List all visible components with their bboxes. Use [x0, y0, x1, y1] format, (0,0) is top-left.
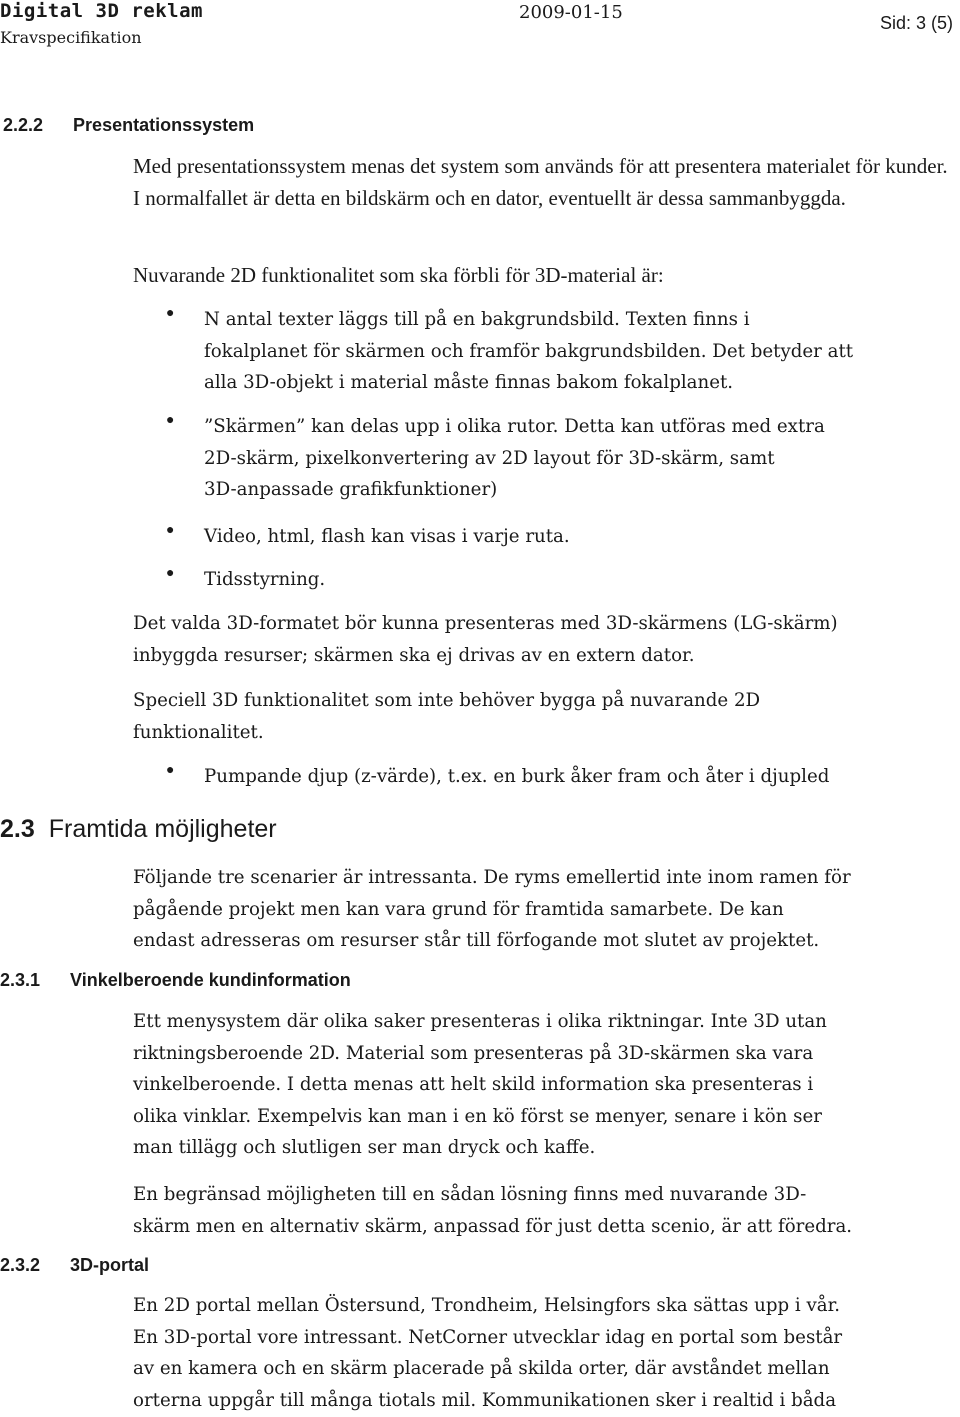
bullet-icon: ●	[166, 763, 175, 778]
current-functionality-label: Nuvarande 2D funktionalitet som ska förbli för 3D-material är:	[133, 263, 664, 287]
section-title: Presentationssystem	[73, 115, 255, 135]
paragraph-line: En 2D portal mellan Östersund, Trondheim, Helsingfors ska sättas upp i vår.	[133, 1295, 841, 1316]
paragraph-line: Speciell 3D funktionalitet som inte behöver bygga på nuvarande 2D	[133, 690, 761, 711]
paragraph-line: En 3D-portal vore intressant. NetCorner utvecklar idag en portal som består	[133, 1326, 843, 1348]
future-paragraph	[133, 862, 851, 957]
section-number: 2.3.1	[0, 970, 41, 990]
section-heading-2-2-2	[3, 115, 254, 136]
list-item-line: 3D-anpassade grafikfunktioner)	[204, 479, 498, 500]
list-item-line: Pumpande djup (z-värde), t.ex. en burk åker fram och åter i djupled	[204, 766, 830, 787]
bullet-icon: ●	[166, 413, 175, 428]
list-item-line: alla 3D-objekt i material måste finnas bakom fokalplanet.	[204, 372, 734, 393]
paragraph-line: riktningsberoende 2D. Material som presenteras på 3D-skärmen ska vara	[133, 1042, 814, 1064]
list-item-line: Tidsstyrning.	[204, 569, 326, 590]
document-title: Digital 3D reklam	[0, 0, 203, 22]
list-item-line: ”Skärmen” kan delas upp i olika rutor. Detta kan utföras med extra	[204, 416, 825, 437]
list-item-line: N antal texter läggs till på en bakgrundsbild. Texten finns i	[204, 309, 750, 330]
portal-paragraph	[133, 1290, 842, 1416]
paragraph-line: funktionalitet.	[133, 721, 264, 743]
section-heading-2-3	[0, 815, 277, 844]
list-item-line: Video, html, flash kan visas i varje ruta.	[204, 526, 570, 547]
paragraph-line: inbyggda resurser; skärmen ska ej drivas av en extern dator.	[133, 644, 695, 666]
paragraph-line: pågående projekt men kan vara grund för framtida samarbete. De kan	[133, 898, 784, 920]
paragraph-line: Ett menysystem där olika saker presenteras i olika riktningar. Inte 3D utan	[133, 1011, 827, 1032]
section-heading-2-3-2	[0, 1255, 149, 1276]
paragraph-line: man tillägg och slutligen ser man dryck och kaffe.	[133, 1137, 596, 1158]
list-item-line: fokalplanet för skärmen och framför bakgrundsbilden. Det betyder att	[204, 340, 854, 362]
bullet-icon: ●	[166, 566, 175, 581]
section-title: Vinkelberoende kundinformation	[70, 970, 351, 990]
paragraph-line: endast adresseras om resurser står till förfogande mot slutet av projektet.	[133, 930, 820, 951]
section-title: Framtida möjligheter	[48, 815, 277, 843]
paragraph-line: orterna uppgår till många tiotals mil. Kommunikationen sker i realtid i båda	[133, 1389, 837, 1411]
paragraph-line: olika vinklar. Exempelvis kan man i en kö först se menyer, senare i kön ser	[133, 1105, 822, 1127]
angle-paragraph-1	[133, 1006, 827, 1164]
angle-paragraph-2	[133, 1179, 852, 1242]
paragraph-line: av en kamera och en skärm placerade på skilda orter, där avståndet mellan	[133, 1358, 830, 1379]
paragraph-line: skärm men en alternativ skärm, anpassad för just detta scenio, är att föredra.	[133, 1215, 853, 1237]
section-number: 2.3.2	[0, 1255, 41, 1275]
paragraph-line: Följande tre scenarier är intressanta. De ryms emellertid inte inom ramen för	[133, 867, 851, 888]
document-date: 2009-01-15	[519, 2, 623, 23]
section-title: 3D-portal	[70, 1255, 150, 1275]
paragraph-line: Det valda 3D-formatet bör kunna presenteras med 3D-skärmens (LG-skärm)	[133, 613, 838, 634]
section-number: 2.3	[0, 815, 35, 843]
section-heading-2-3-1	[0, 970, 351, 991]
bullet-icon: ●	[166, 306, 175, 321]
document-subtitle: Kravspecifikation	[0, 28, 142, 47]
list-item-line: 2D-skärm, pixelkonvertering av 2D layout för 3D-skärm, samt	[204, 447, 775, 469]
paragraph-line: vinkelberoende. I detta menas att helt skild information ska presenteras i	[133, 1074, 814, 1095]
paragraph-line: En begränsad möjligheten till en sådan lösning finns med nuvarande 3D-	[133, 1184, 807, 1205]
bullet-icon: ●	[166, 523, 175, 538]
format-paragraph	[133, 608, 838, 671]
section-number: 2.2.2	[3, 115, 44, 135]
special-paragraph	[133, 685, 760, 748]
page-number: Sid: 3 (5)	[880, 13, 954, 33]
intro-paragraph: Med presentationssystem menas det system som används för att presentera materialet för kunder. I normalfallet är detta en bildskärm och en dator, eventuellt är dessa sammanbyggda.	[133, 154, 948, 210]
